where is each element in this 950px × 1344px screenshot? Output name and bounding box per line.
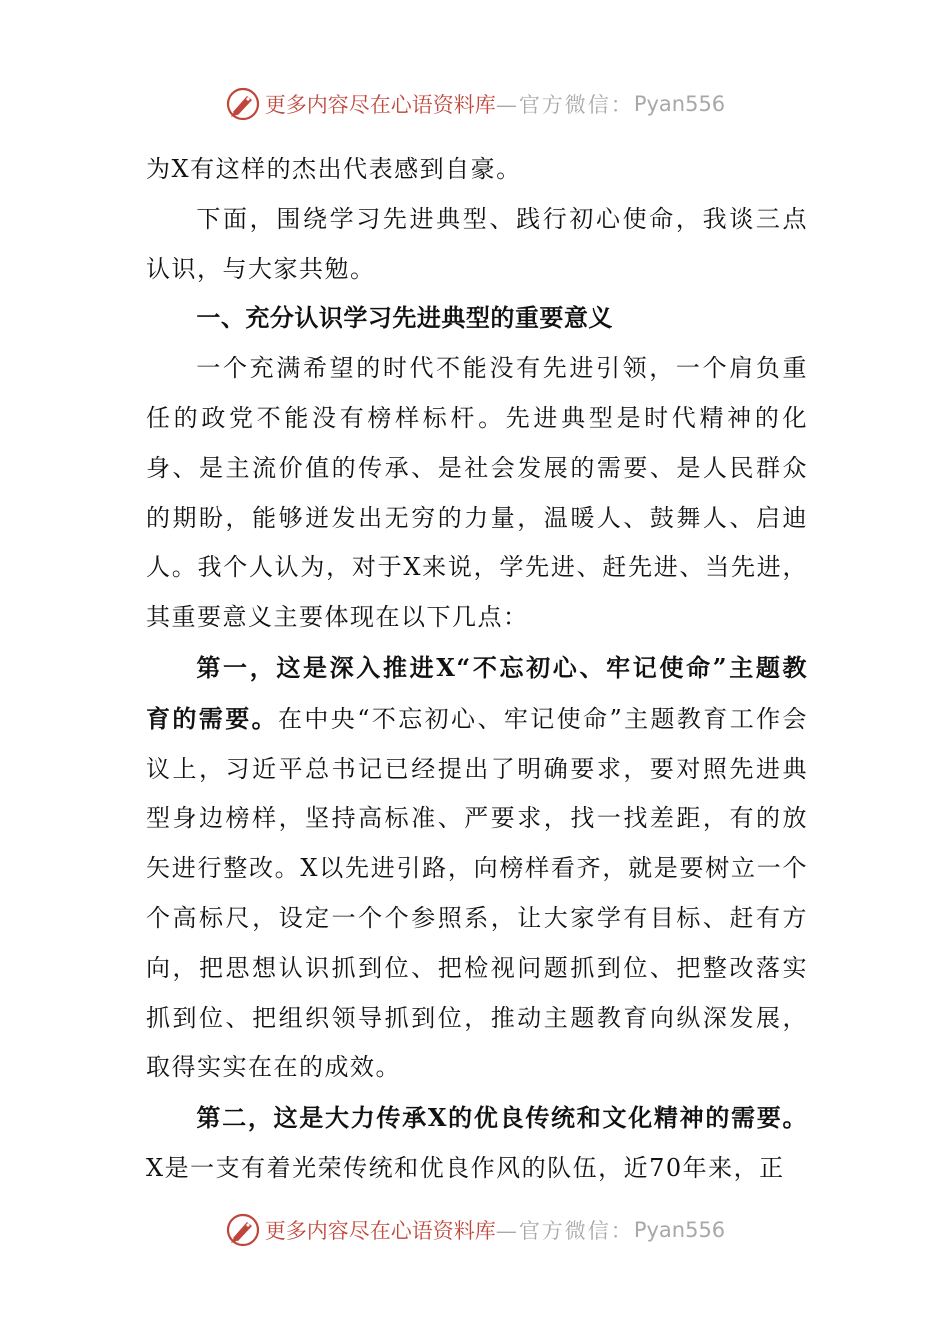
point-two-lead: 第二，这是大力传承X的优良传统和文化精神的需要。: [196, 1103, 808, 1133]
point-two-body: X是一支有着光荣传统和优良作风的队伍，近70年来，正: [146, 1153, 785, 1182]
watermark-banner-top: [0, 84, 950, 124]
watermark-banner-bottom: [0, 1210, 950, 1250]
pen-nib-logo-icon: [225, 1212, 261, 1248]
watermark-text-gray: —官方微信：: [495, 93, 634, 117]
paragraph-point-two: [146, 1093, 808, 1194]
watermark-text-gray: —官方微信：: [495, 1219, 634, 1243]
watermark-text-red: 更多内容尽在心语资料库: [264, 93, 496, 117]
paragraph-continuation: 为X有这样的杰出代表感到自豪。: [146, 155, 522, 183]
watermark-wechat-id: Pyan556: [633, 92, 726, 116]
document-body: [146, 145, 808, 1194]
watermark-wechat-id: Pyan556: [633, 1218, 726, 1242]
point-one-lead: 第一，这是深入推进X“不忘初心、牢记使命”主题教育的需要。: [146, 652, 808, 733]
paragraph-significance: 一个充满希望的时代不能没有先进引领，一个肩负重任的政党不能没有榜样标杆。先进典型是时代精神的化身、是主流价值的传承、是社会发展的需要、是人民群众的期盼，能够迸发出无穷的力量，温暖人、鼓舞人、启迪人。我个人认为，对于X来说，学先进、赶先进、当先进，其重要意义主要体现在以下几点：: [146, 354, 808, 632]
pen-nib-logo-icon: [225, 86, 261, 122]
section-heading-1: 一、充分认识学习先进典型的重要意义: [196, 304, 613, 333]
paragraph-intro: 下面，围绕学习先进典型、践行初心使命，我谈三点认识，与大家共勉。: [146, 204, 808, 283]
watermark-text-red: 更多内容尽在心语资料库: [264, 1219, 496, 1243]
point-one-body: 在中央“不忘初心、牢记使命”主题教育工作会议上，习近平总书记已经提出了明确要求，要对照先进典型身边榜样，坚持高标准、严要求，找一找差距，有的放矢进行整改。X以先进引路，向榜样看齐，就是要树立一个个高标尺，设定一个个参照系，让大家学有目标、赶有方向，把思想认识抓到位、把检视问题抓到位、把整改落实抓到位、把组织领导抓到位，推动主题教育向纵深发展，取得实实在在的成效。: [146, 704, 809, 1082]
paragraph-point-one: [146, 643, 808, 1093]
